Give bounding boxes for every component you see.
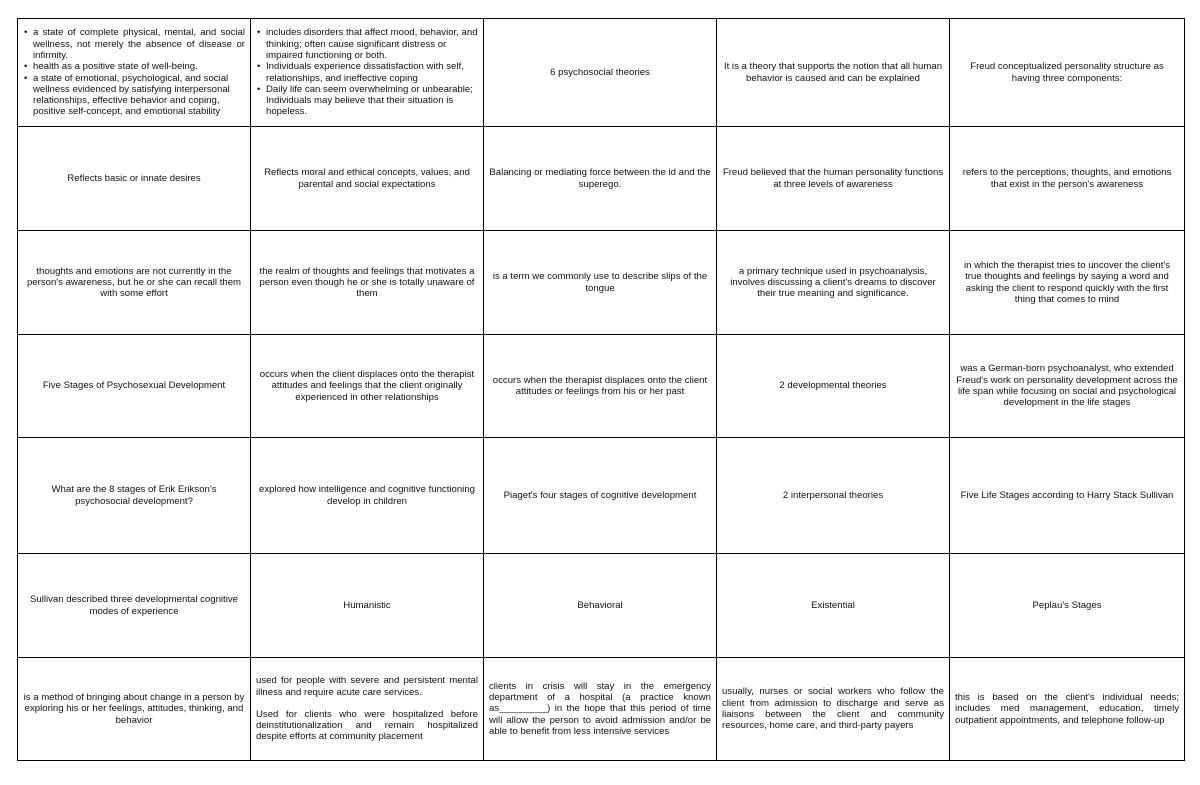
flashcard-grid [17, 18, 1185, 761]
bullet-item: • a state of complete physical, mental, and social wellness, not merely the absence of disease or infirmity. [33, 27, 245, 61]
card-cell [251, 19, 484, 127]
card-cell: Behavioral [484, 554, 717, 658]
card-cell: Balancing or mediating force between the id and the superego. [484, 127, 717, 231]
card-paragraph: Used for clients who were hospitalized before deinstitutionalization and remain hospitalized despite efforts at community placement [256, 708, 478, 743]
bullet-list [23, 27, 245, 117]
card-cell: 2 interpersonal theories [717, 438, 950, 554]
card-cell: this is based on the client's individual needs; includes med management, education, timely outpatient appointments, and telephone follow-up [950, 658, 1185, 761]
card-cell: Five Stages of Psychosexual Development [18, 335, 251, 438]
card-paragraph: used for people with severe and persistent mental illness and require acute care services. [256, 675, 478, 698]
card-cell: Humanistic [251, 554, 484, 658]
card-cell: 2 developmental theories [717, 335, 950, 438]
bullet-list [256, 27, 478, 117]
card-cell: Peplau's Stages [950, 554, 1185, 658]
card-cell: Existential [717, 554, 950, 658]
grid-row [18, 658, 1185, 761]
bullet-item: • includes disorders that affect mood, behavior, and thinking; often cause significant distress or impaired functioning or both. [266, 27, 478, 61]
grid-row [18, 231, 1185, 335]
card-cell: occurs when the therapist displaces onto the client attitudes or feelings from his or her past [484, 335, 717, 438]
card-cell: clients in crisis will stay in the emergency department of a hospital (a practice known as_________) in the hope that this period of time will allow the person to avoid admission and/or be able to benefit from less intensive services [484, 658, 717, 761]
grid-row [18, 19, 1185, 127]
grid-row [18, 335, 1185, 438]
card-cell: explored how intelligence and cognitive functioning develop in children [251, 438, 484, 554]
card-cell: was a German-born psychoanalyst, who extended Freud's work on personality development across the life span while focusing on social and psychological development in the life stages [950, 335, 1185, 438]
card-cell: usually, nurses or social workers who follow the client from admission to discharge and serve as liaisons between the client and community resources, home care, and third-party payers [717, 658, 950, 761]
bullet-item: • health as a positive state of well-being. [33, 61, 245, 72]
bullet-item: • Daily life can seem overwhelming or unbearable; Individuals may believe that their situation is hopeless. [266, 84, 478, 118]
bullet-item: • Individuals experience dissatisfaction with self, relationships, and ineffective coping [266, 61, 478, 84]
card-cell: Sullivan described three developmental cognitive modes of experience [18, 554, 251, 658]
card-cell: thoughts and emotions are not currently in the person's awareness, but he or she can recall them with some effort [18, 231, 251, 335]
card-cell: Five Life Stages according to Harry Stack Sullivan [950, 438, 1185, 554]
card-cell [18, 19, 251, 127]
card-cell: in which the therapist tries to uncover the client's true thoughts and feelings by saying a word and asking the client to respond quickly with the first thing that comes to mind [950, 231, 1185, 335]
card-cell [251, 658, 484, 761]
card-cell: is a method of bringing about change in a person by exploring his or her feelings, attitudes, thinking, and behavior [18, 658, 251, 761]
card-cell: 6 psychosocial theories [484, 19, 717, 127]
grid-row [18, 438, 1185, 554]
card-cell: It is a theory that supports the notion that all human behavior is caused and can be explained [717, 19, 950, 127]
card-cell: occurs when the client displaces onto the therapist attitudes and feelings that the client originally experienced in other relationships [251, 335, 484, 438]
card-cell: refers to the perceptions, thoughts, and emotions that exist in the person's awareness [950, 127, 1185, 231]
bullet-item: • a state of emotional, psychological, and social wellness evidenced by satisfying interpersonal relationships, effective behavior and coping, positive self-concept, and emotional stability [33, 73, 245, 118]
card-cell: a primary technique used in psychoanalysis, involves discussing a client's dreams to discover their true meaning and significance. [717, 231, 950, 335]
card-cell: is a term we commonly use to describe slips of the tongue [484, 231, 717, 335]
card-cell: the realm of thoughts and feelings that motivates a person even though he or she is totally unaware of them [251, 231, 484, 335]
card-cell: Freud conceptualized personality structure as having three components: [950, 19, 1185, 127]
card-cell: Reflects basic or innate desires [18, 127, 251, 231]
grid-row [18, 127, 1185, 231]
card-cell: Piaget's four stages of cognitive development [484, 438, 717, 554]
grid-row [18, 554, 1185, 658]
card-cell: Reflects moral and ethical concepts, values, and parental and social expectations [251, 127, 484, 231]
card-cell: Freud believed that the human personality functions at three levels of awareness [717, 127, 950, 231]
card-cell: What are the 8 stages of Erik Erikson's psychosocial development? [18, 438, 251, 554]
